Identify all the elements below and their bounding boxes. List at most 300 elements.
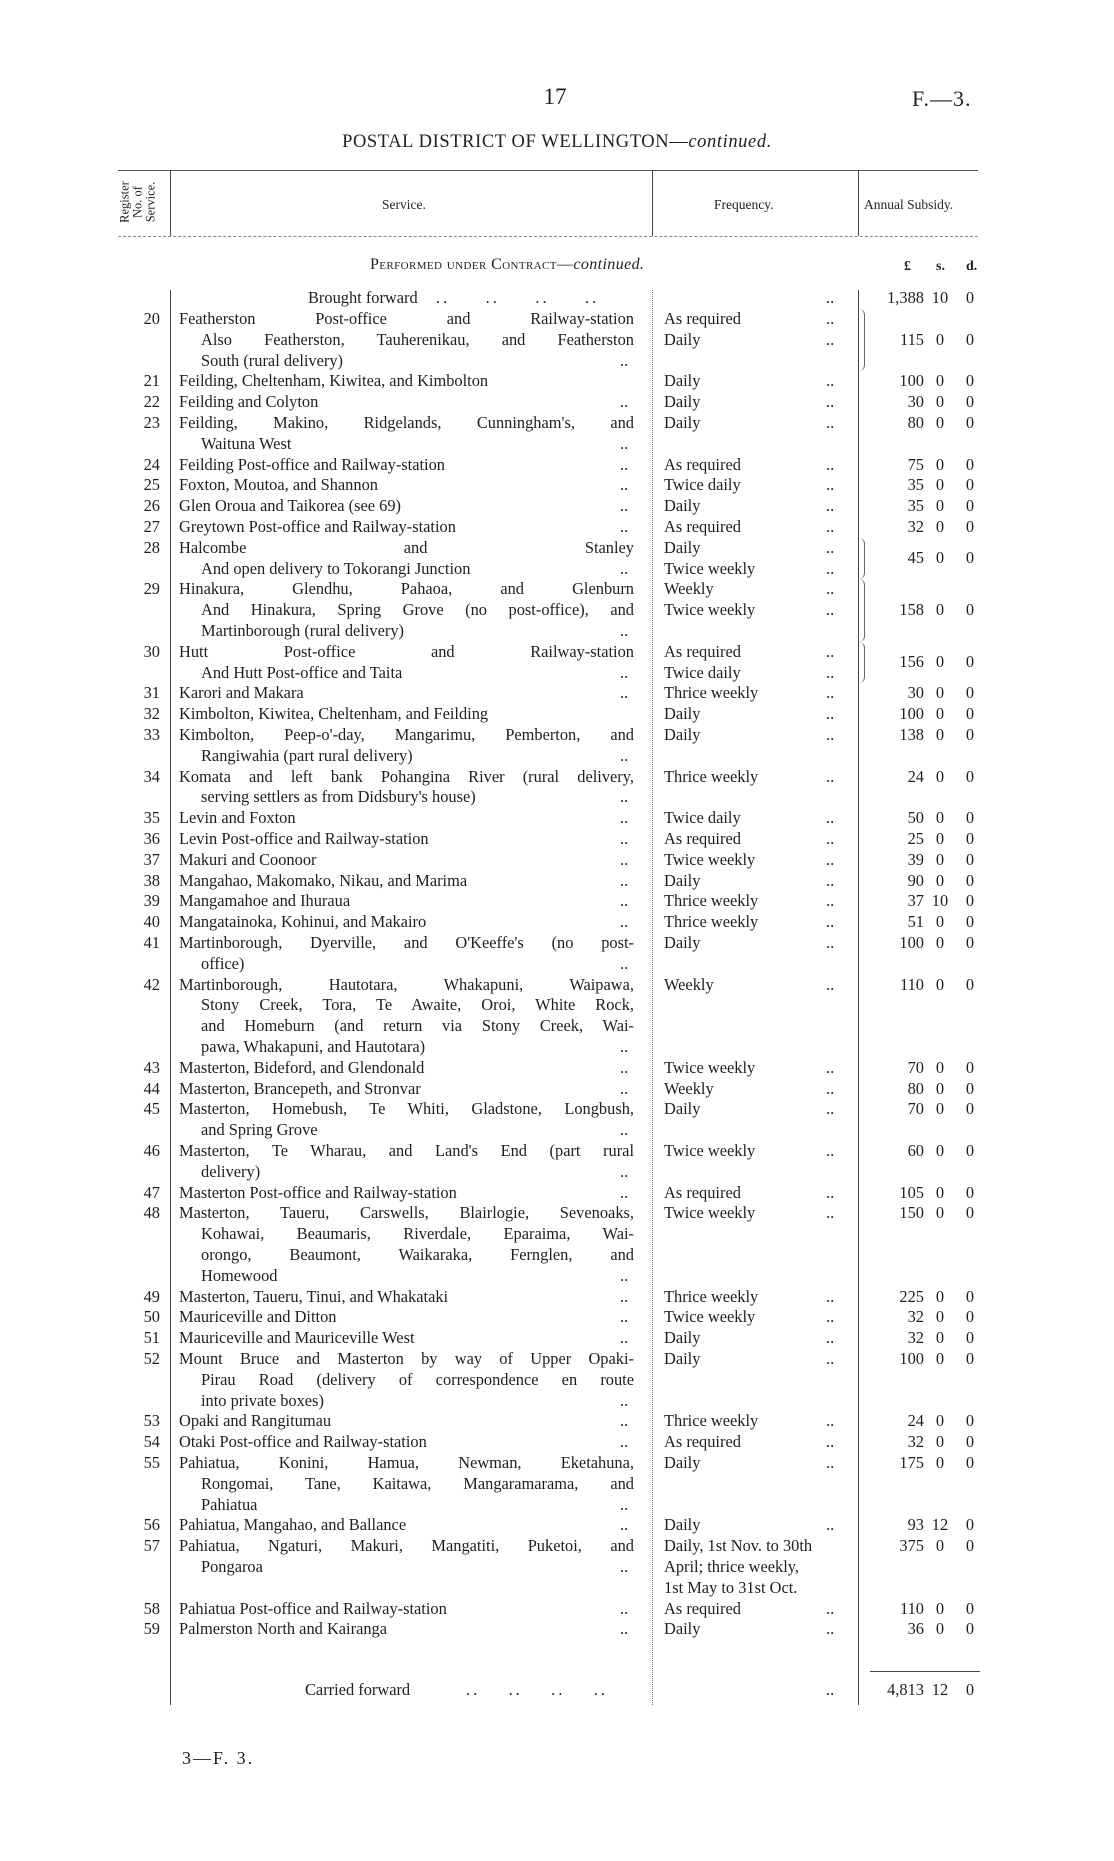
register-number: 55 — [143, 1453, 160, 1472]
subsidy-shillings: 0 — [935, 912, 945, 932]
frequency-dots: .. — [826, 558, 835, 578]
frequency-dots: .. — [826, 1328, 835, 1348]
table-row — [0, 1079, 1114, 1100]
subsidy-pence: 0 — [965, 725, 975, 744]
register-number: 54 — [143, 1432, 160, 1452]
subsidy-pence: 0 — [965, 933, 975, 952]
grouping-brace — [858, 642, 865, 684]
leader-dots: .. — [620, 745, 629, 765]
subsidy-pounds: 100 — [899, 704, 924, 724]
subsidy-pounds: 75 — [907, 454, 924, 474]
service-line: office) — [201, 953, 245, 973]
subsidy-pence: 0 — [965, 1432, 975, 1452]
subsidy-pounds: 110 — [900, 1598, 924, 1618]
service-line: Kohawai, Beaumaris, Riverdale, Eparaima, Wai- — [201, 1224, 634, 1244]
leader-dots: .. — [620, 1494, 629, 1514]
header-bottom-rule — [118, 236, 978, 237]
leader-dots: .. — [620, 1120, 629, 1140]
frequency-line: Daily — [664, 933, 701, 952]
register-number: 48 — [143, 1203, 160, 1223]
subsidy-shillings: 0 — [935, 600, 945, 620]
table-row — [0, 704, 1114, 725]
register-number: 23 — [143, 413, 160, 432]
frequency-line: Twice weekly — [664, 849, 756, 869]
register-number: 26 — [143, 496, 160, 516]
brought-forward-pence: 0 — [965, 288, 975, 307]
subsidy-pounds: 30 — [907, 683, 924, 703]
service-line: Hutt Post-office and Railway-station — [179, 641, 634, 661]
register-number: 53 — [143, 1411, 160, 1431]
leader-dots: .. — [620, 849, 629, 869]
subsidy-pounds: 105 — [899, 1182, 924, 1202]
subsidy-shillings: 0 — [935, 725, 945, 744]
service-line: serving settlers as from Didsbury's house) — [201, 787, 476, 807]
header-subsidy: Annual Subsidy. — [864, 197, 954, 212]
leader-dots: .. — [620, 1265, 629, 1285]
register-number: 43 — [143, 1057, 160, 1077]
subsidy-pounds: 115 — [900, 329, 924, 349]
table-row — [0, 912, 1114, 933]
frequency-dots: .. — [826, 1203, 835, 1223]
subsidy-pounds: 36 — [907, 1619, 924, 1639]
leader-dots: .. — [620, 1036, 629, 1056]
service-line: Rongomai, Tane, Kaitawa, Mangaramarama, and — [201, 1473, 634, 1493]
subsidy-pounds: 51 — [907, 912, 924, 932]
frequency-dots: .. — [826, 1078, 835, 1098]
frequency-dots: .. — [826, 496, 835, 516]
subsidy-pence: 0 — [965, 1141, 975, 1160]
service-line: South (rural delivery) — [201, 350, 344, 370]
frequency-line: Daily — [664, 329, 701, 349]
subsidy-shillings: 0 — [935, 683, 945, 703]
frequency-line: As required — [664, 517, 741, 536]
subsidy-pence: 0 — [965, 548, 975, 568]
subsidy-pence: 0 — [965, 652, 975, 672]
leader-dots: .. — [620, 517, 629, 536]
leader-dots: .. — [620, 1307, 629, 1327]
table-row — [0, 683, 1114, 704]
service-line: Masterton, Te Wharau, and Land's End (part rural — [179, 1141, 634, 1160]
frequency-dots: .. — [826, 1307, 835, 1327]
frequency-line: Daily — [664, 725, 701, 744]
frequency-line: Twice weekly — [664, 600, 756, 620]
register-number: 31 — [143, 683, 160, 703]
register-number: 24 — [143, 454, 160, 474]
frequency-line: As required — [664, 1432, 741, 1452]
frequency-dots: .. — [826, 849, 835, 869]
frequency-line: Twice daily — [664, 662, 741, 682]
subsidy-shillings: 0 — [935, 1432, 945, 1452]
frequency-line: Twice weekly — [664, 1307, 756, 1327]
subsidy-shillings: 0 — [935, 1536, 945, 1556]
service-line: Masterton Post-office and Railway-station — [179, 1182, 457, 1202]
frequency-dots: .. — [826, 1141, 835, 1160]
subsidy-pounds: 80 — [907, 413, 924, 432]
table-row — [0, 725, 1114, 767]
carried-forward-shillings: 12 — [931, 1680, 949, 1699]
subsidy-pence: 0 — [965, 1307, 975, 1327]
service-line: Masterton, Brancepeth, and Stronvar — [179, 1078, 421, 1098]
service-line: Mauriceville and Ditton — [179, 1307, 337, 1327]
subsidy-pence: 0 — [965, 912, 975, 932]
frequency-dots: .. — [826, 517, 835, 536]
table-row — [0, 1619, 1114, 1640]
register-number: 51 — [143, 1328, 160, 1348]
frequency-line: As required — [664, 641, 741, 661]
register-number: 49 — [143, 1286, 160, 1306]
subsidy-pence: 0 — [965, 392, 975, 412]
subsidy-pounds: 32 — [907, 1432, 924, 1452]
service-line: Masterton, Taueru, Carswells, Blairlogie, Sevenoaks, — [179, 1203, 634, 1223]
unit-pounds: £ — [904, 259, 911, 274]
subsidy-shillings: 0 — [935, 1286, 945, 1306]
frequency-line: Daily — [664, 1328, 701, 1348]
register-number: 50 — [143, 1307, 160, 1327]
subsidy-pence: 0 — [965, 329, 975, 349]
frequency-dots: .. — [826, 1286, 835, 1306]
leader-dots: .. — [620, 1057, 629, 1077]
table-row — [0, 1411, 1114, 1432]
service-line: Martinborough, Dyerville, and O'Keeffe's (no post- — [179, 933, 634, 952]
frequency-line: Twice weekly — [664, 1203, 756, 1223]
register-number: 59 — [143, 1619, 160, 1639]
table-row — [0, 767, 1114, 809]
register-number: 46 — [143, 1141, 160, 1160]
frequency-dots: .. — [826, 1411, 835, 1431]
service-line: Halcombe and Stanley — [179, 537, 634, 557]
frequency-dots: .. — [826, 329, 835, 349]
table-row — [0, 475, 1114, 496]
brought-forward-shillings: 10 — [931, 288, 949, 307]
service-line: Komata and left bank Pohangina River (rural delivery, — [179, 766, 634, 786]
subsidy-pounds: 150 — [899, 1203, 924, 1223]
service-line: Pongaroa — [201, 1556, 263, 1576]
subsidy-shillings: 0 — [935, 933, 945, 952]
table-row — [0, 642, 1114, 684]
service-line: And Hinakura, Spring Grove (no post-office), and — [201, 600, 634, 620]
service-line: Masterton, Taueru, Tinui, and Whakataki — [179, 1286, 449, 1306]
subsidy-pounds: 100 — [899, 1349, 924, 1368]
frequency-dots: .. — [826, 1432, 835, 1452]
service-line: Featherston Post-office and Railway-station — [179, 309, 634, 328]
subsidy-shillings: 0 — [935, 371, 945, 391]
header-register — [104, 172, 172, 232]
subsidy-pence: 0 — [965, 1515, 975, 1535]
subsidy-pounds: 45 — [907, 548, 924, 568]
subsidy-shillings: 0 — [935, 1099, 945, 1119]
frequency-dots: .. — [826, 579, 835, 599]
service-line: Pahiatua — [201, 1494, 258, 1514]
subsidy-shillings: 0 — [935, 704, 945, 724]
header-top-rule — [118, 170, 978, 171]
table-row — [0, 891, 1114, 912]
register-number: 41 — [143, 933, 160, 952]
frequency-dots: .. — [826, 766, 835, 786]
subsidy-pounds: 138 — [899, 725, 924, 744]
frequency-dots: .. — [826, 413, 835, 432]
service-line: Kimbolton, Peep-o'-day, Mangarimu, Pemberton, and — [179, 725, 634, 744]
frequency-line: Daily — [664, 1349, 701, 1368]
leader-dots: .. — [620, 558, 629, 578]
register-number: 27 — [143, 517, 160, 536]
leader-dots: .. — [620, 350, 629, 370]
frequency-dots: .. — [826, 1057, 835, 1077]
col-divider-2 — [652, 170, 653, 236]
service-line: Hinakura, Glendhu, Pahaoa, and Glenburn — [179, 579, 634, 599]
service-line: Pahiatua, Konini, Hamua, Newman, Eketahuna, — [179, 1453, 634, 1472]
grouping-brace — [858, 579, 865, 641]
leader-dots: .. — [620, 1598, 629, 1618]
frequency-line: As required — [664, 1182, 741, 1202]
subsidy-pounds: 158 — [899, 600, 924, 620]
table-row — [0, 413, 1114, 455]
table-row — [0, 1349, 1114, 1411]
service-line: delivery) — [201, 1161, 261, 1181]
subsidy-pence: 0 — [965, 849, 975, 869]
leader-dots: .. — [620, 829, 629, 848]
subsidy-shillings: 0 — [935, 1203, 945, 1223]
subsidy-pounds: 175 — [899, 1453, 924, 1472]
title-main: POSTAL DISTRICT OF WELLINGTON— — [342, 132, 689, 152]
subsidy-pounds: 35 — [907, 475, 924, 495]
subsidy-pounds: 70 — [907, 1099, 924, 1119]
frequency-line: Twice weekly — [664, 1057, 756, 1077]
service-line: Feilding, Makino, Ridgelands, Cunningham's, and — [179, 413, 634, 432]
service-line: and Spring Grove — [201, 1120, 318, 1140]
frequency-dots: .. — [826, 454, 835, 474]
subsidy-pence: 0 — [965, 1182, 975, 1202]
leader-dots: .. — [620, 870, 629, 890]
section-text: Performed under Contract— — [370, 256, 574, 273]
subsidy-pence: 0 — [965, 1286, 975, 1306]
register-number: 34 — [143, 766, 160, 786]
table-row — [0, 392, 1114, 413]
frequency-dots: .. — [826, 1619, 835, 1639]
header-service: Service. — [382, 197, 426, 212]
carried-forward-freq-dots: .. — [826, 1680, 835, 1699]
frequency-line: Daily — [664, 1515, 701, 1535]
register-number: 33 — [143, 725, 160, 744]
table-row — [0, 1203, 1114, 1286]
grouping-brace — [858, 309, 865, 371]
subsidy-pence: 0 — [965, 683, 975, 703]
subsidy-shillings: 0 — [935, 329, 945, 349]
leader-dots: .. — [620, 1182, 629, 1202]
frequency-line: Daily — [664, 537, 701, 557]
service-line: Homewood — [201, 1265, 278, 1285]
frequency-line: Daily — [664, 870, 701, 890]
register-number: 25 — [143, 475, 160, 495]
subsidy-pence: 0 — [965, 475, 975, 495]
subsidy-shillings: 0 — [935, 392, 945, 412]
brought-forward-label: Brought forward — [308, 288, 418, 307]
title-italic: continued. — [688, 132, 772, 152]
frequency-dots: .. — [826, 309, 835, 328]
subsidy-pence: 0 — [965, 870, 975, 890]
frequency-dots: .. — [826, 600, 835, 620]
table-row — [0, 579, 1114, 641]
brought-forward-dots: .. .. .. .. — [436, 288, 600, 307]
subsidy-shillings: 0 — [935, 1453, 945, 1472]
frequency-dots: .. — [826, 808, 835, 828]
service-line: and Homeburn (and return via Stony Creek, Wai- — [201, 1016, 634, 1036]
subsidy-pence: 0 — [965, 1203, 975, 1223]
subsidy-pounds: 37 — [907, 891, 924, 911]
frequency-dots: .. — [826, 933, 835, 952]
service-line: Pahiatua Post-office and Railway-station — [179, 1598, 447, 1618]
frequency-line: Twice weekly — [664, 558, 756, 578]
subsidy-shillings: 0 — [935, 829, 945, 848]
table-row — [0, 309, 1114, 371]
page-title — [0, 132, 1114, 153]
service-line: Mangahao, Makomako, Nikau, and Marima — [179, 870, 468, 890]
service-line: pawa, Whakapuni, and Hautotara) — [201, 1036, 426, 1056]
unit-pence: d. — [966, 259, 978, 274]
leader-dots: .. — [620, 1619, 629, 1639]
subsidy-pounds: 100 — [899, 371, 924, 391]
register-number: 39 — [143, 891, 160, 911]
subsidy-pounds: 25 — [907, 829, 924, 848]
leader-dots: .. — [620, 891, 629, 911]
subsidy-shillings: 0 — [935, 1078, 945, 1098]
frequency-dots: .. — [826, 371, 835, 391]
frequency-line: Daily — [664, 1099, 701, 1119]
register-number: 47 — [143, 1182, 160, 1202]
frequency-line: As required — [664, 309, 741, 328]
leader-dots: .. — [620, 475, 629, 495]
brought-forward-pounds: 1,388 — [887, 288, 924, 307]
frequency-dots: .. — [826, 974, 835, 994]
subsidy-shillings: 0 — [935, 1349, 945, 1368]
register-number: 32 — [143, 704, 160, 724]
register-number: 37 — [143, 849, 160, 869]
table-row — [0, 808, 1114, 829]
service-line: Levin and Foxton — [179, 808, 296, 828]
leader-dots: .. — [620, 392, 629, 412]
subsidy-pence: 0 — [965, 1349, 975, 1368]
service-line: Foxton, Moutoa, and Shannon — [179, 475, 378, 495]
subsidy-pence: 0 — [965, 1453, 975, 1472]
table-row — [0, 1141, 1114, 1183]
service-line: Martinborough, Hautotara, Whakapuni, Waipawa, — [179, 974, 634, 994]
frequency-dots: .. — [826, 870, 835, 890]
subsidy-pence: 0 — [965, 496, 975, 516]
frequency-line: Weekly — [664, 974, 714, 994]
subsidy-pence: 0 — [965, 766, 975, 786]
subsidy-pounds: 32 — [907, 1328, 924, 1348]
frequency-line: Daily — [664, 704, 701, 724]
service-line: Palmerston North and Kairanga — [179, 1619, 388, 1639]
register-number: 20 — [143, 309, 160, 328]
subsidy-shillings: 10 — [931, 891, 949, 911]
service-line: Mangatainoka, Kohinui, and Makairo — [179, 912, 427, 932]
subsidy-pence: 0 — [965, 1619, 975, 1639]
table-row — [0, 1453, 1114, 1515]
subsidy-pence: 0 — [965, 413, 975, 432]
table-row — [0, 1328, 1114, 1349]
leader-dots: .. — [620, 1515, 629, 1535]
subsidy-pounds: 225 — [899, 1286, 924, 1306]
carried-forward-dots: .. .. .. .. — [466, 1680, 608, 1699]
subsidy-pence: 0 — [965, 371, 975, 391]
leader-dots: .. — [620, 1411, 629, 1431]
service-line: Feilding, Cheltenham, Kiwitea, and Kimbolton — [179, 371, 489, 391]
service-line: Makuri and Coonoor — [179, 849, 317, 869]
frequency-line: Daily, 1st Nov. to 30th — [664, 1536, 813, 1556]
carried-forward-pounds: 4,813 — [887, 1680, 924, 1699]
register-number: 58 — [143, 1598, 160, 1618]
register-number: 22 — [143, 392, 160, 412]
table-row — [0, 871, 1114, 892]
service-line: Opaki and Rangitumau — [179, 1411, 332, 1431]
subsidy-pounds: 93 — [907, 1515, 924, 1535]
frequency-line: Weekly — [664, 1078, 714, 1098]
service-line: And Hutt Post-office and Taita — [201, 662, 403, 682]
register-number: 56 — [143, 1515, 160, 1535]
subsidy-shillings: 0 — [935, 517, 945, 536]
subsidy-shillings: 0 — [935, 1328, 945, 1348]
frequency-line: Twice weekly — [664, 1141, 756, 1160]
frequency-line: Twice daily — [664, 808, 741, 828]
subsidy-shillings: 0 — [935, 1057, 945, 1077]
subsidy-pounds: 35 — [907, 496, 924, 516]
subsidy-shillings: 0 — [935, 1141, 945, 1160]
frequency-dots: .. — [826, 1349, 835, 1368]
leader-dots: .. — [620, 1161, 629, 1181]
frequency-dots: .. — [826, 392, 835, 412]
subsidy-pence: 0 — [965, 517, 975, 536]
subsidy-shillings: 0 — [935, 766, 945, 786]
subsidy-pence: 0 — [965, 454, 975, 474]
subsidy-pence: 0 — [965, 1536, 975, 1556]
service-line: Waituna West — [201, 433, 292, 453]
service-line: Otaki Post-office and Railway-station — [179, 1432, 427, 1452]
frequency-dots: .. — [826, 1182, 835, 1202]
leader-dots: .. — [620, 1078, 629, 1098]
frequency-dots: .. — [826, 725, 835, 744]
subsidy-pounds: 375 — [899, 1536, 924, 1556]
subsidy-pounds: 24 — [907, 766, 924, 786]
frequency-line: Thrice weekly — [664, 683, 759, 703]
carried-forward-pence: 0 — [965, 1680, 975, 1699]
frequency-line: Thrice weekly — [664, 766, 759, 786]
register-number: 52 — [143, 1349, 160, 1368]
leader-dots: .. — [620, 433, 629, 453]
table-row — [0, 1099, 1114, 1141]
service-line: Martinborough (rural delivery) — [201, 620, 404, 640]
leader-dots: .. — [620, 953, 629, 973]
register-number: 29 — [143, 579, 160, 599]
frequency-dots: .. — [826, 537, 835, 557]
subsidy-pounds: 100 — [899, 933, 924, 952]
paper-reference: F.—3. — [912, 86, 972, 111]
service-line: Levin Post-office and Railway-station — [179, 829, 429, 848]
frequency-dots: .. — [826, 1099, 835, 1119]
subsidy-pence: 0 — [965, 1078, 975, 1098]
subsidy-pounds: 39 — [907, 849, 924, 869]
col-divider-3 — [858, 170, 859, 236]
subsidy-pence: 0 — [965, 1328, 975, 1348]
register-number: 38 — [143, 870, 160, 890]
service-line: Glen Oroua and Taikorea (see 69) — [179, 496, 402, 516]
subsidy-shillings: 0 — [935, 974, 945, 994]
frequency-dots: .. — [826, 704, 835, 724]
register-number: 36 — [143, 829, 160, 848]
leader-dots: .. — [620, 496, 629, 516]
subsidy-pence: 0 — [965, 600, 975, 620]
subsidy-shillings: 0 — [935, 1182, 945, 1202]
grouping-brace — [858, 538, 865, 580]
